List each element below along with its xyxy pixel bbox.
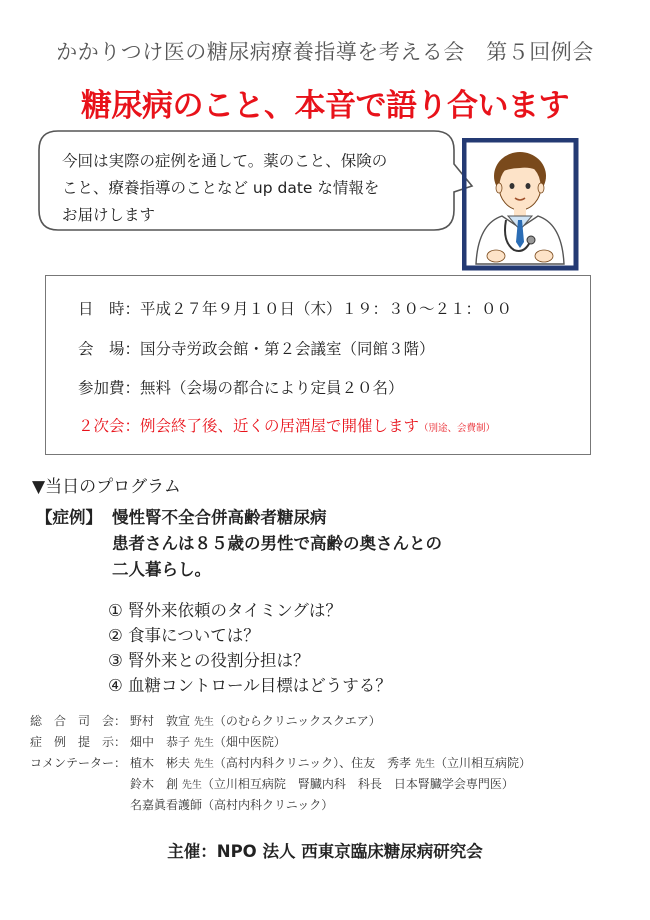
- bubble-line: 今回は実際の症例を通して。薬のこと、保険の: [62, 152, 388, 170]
- staff-label: 総 合 司 会：: [30, 714, 127, 728]
- staff-affiliation: （畑中医院）: [213, 735, 286, 749]
- staff-name: 住友 秀孝: [351, 756, 412, 770]
- event-fee: 参加費：無料（会場の都合により定員２０名）: [78, 379, 404, 397]
- staff-chair: [30, 712, 381, 729]
- event-afterparty: [78, 414, 495, 436]
- honorific: 先生: [414, 759, 435, 770]
- question-item: ① 腎外来依頼のタイミングは？: [108, 601, 342, 620]
- program-heading: ▼当日のプログラム: [32, 477, 181, 497]
- staff-name: 野村 敦宣: [130, 714, 191, 728]
- staff-affiliation: （のむらクリニックスクエア）: [213, 714, 381, 728]
- case-line: 慢性腎不全合併高齢者糖尿病: [112, 508, 327, 527]
- staff-commentator-2: [130, 775, 514, 792]
- question-item: ③ 腎外来との役割分担は？: [108, 651, 310, 670]
- staff-label: コメンテーター：: [30, 756, 127, 770]
- case-tag: 【症例】: [36, 508, 102, 527]
- case-line: 患者さんは８５歳の男性で高齢の奥さんとの: [112, 534, 442, 553]
- afterparty-text: ２次会：例会終了後、近くの居酒屋で開催します: [78, 417, 420, 435]
- bubble-line: こと、療養指導のことなど up date な情報を: [62, 179, 380, 197]
- honorific: 先生: [193, 717, 214, 728]
- afterparty-note: （別途、会費制）: [419, 423, 496, 434]
- event-series-title: かかりつけ医の糖尿病療養指導を考える会 第５回例会: [56, 40, 594, 64]
- staff-affiliation: （高村内科クリニック）、: [213, 756, 352, 770]
- event-headline: 糖尿病のこと、本音で語り合います: [81, 88, 569, 124]
- staff-affiliation: （立川相互病院）: [434, 756, 531, 770]
- event-datetime: 日 時：平成２７年９月１０日（木）１９：３０～２１：００: [78, 300, 513, 318]
- staff-commentators: [30, 754, 531, 771]
- staff-commentator-3: [130, 796, 333, 813]
- honorific: 先生: [193, 759, 214, 770]
- staff-name: 鈴木 創: [130, 777, 179, 791]
- honorific: 先生: [193, 738, 214, 749]
- staff-name: 畑中 恭子: [130, 735, 191, 749]
- doctor-illustration: [462, 138, 580, 274]
- question-item: ② 食事については？: [108, 626, 260, 645]
- bubble-line: お届けします: [62, 206, 156, 224]
- honorific: 先生: [181, 780, 202, 791]
- case-line: 二人暮らし。: [112, 560, 211, 579]
- staff-presenter: [30, 733, 286, 750]
- staff-label: 症 例 提 示：: [30, 735, 127, 749]
- staff-name: 植木 彬夫: [130, 756, 191, 770]
- event-venue: 会 場：国分寺労政会館・第２会議室（同館３階）: [78, 340, 435, 358]
- staff-affiliation: （立川相互病院 腎臓内科 科長 日本腎臓学会専門医）: [201, 777, 514, 791]
- staff-name: 名嘉眞看護師（高村内科クリニック）: [130, 798, 334, 812]
- bubble-message: [62, 148, 452, 229]
- organizer: 主催：NPO 法人 西東京臨床糖尿病研究会: [167, 842, 483, 861]
- question-item: ④ 血糖コントロール目標はどうする？: [108, 676, 392, 695]
